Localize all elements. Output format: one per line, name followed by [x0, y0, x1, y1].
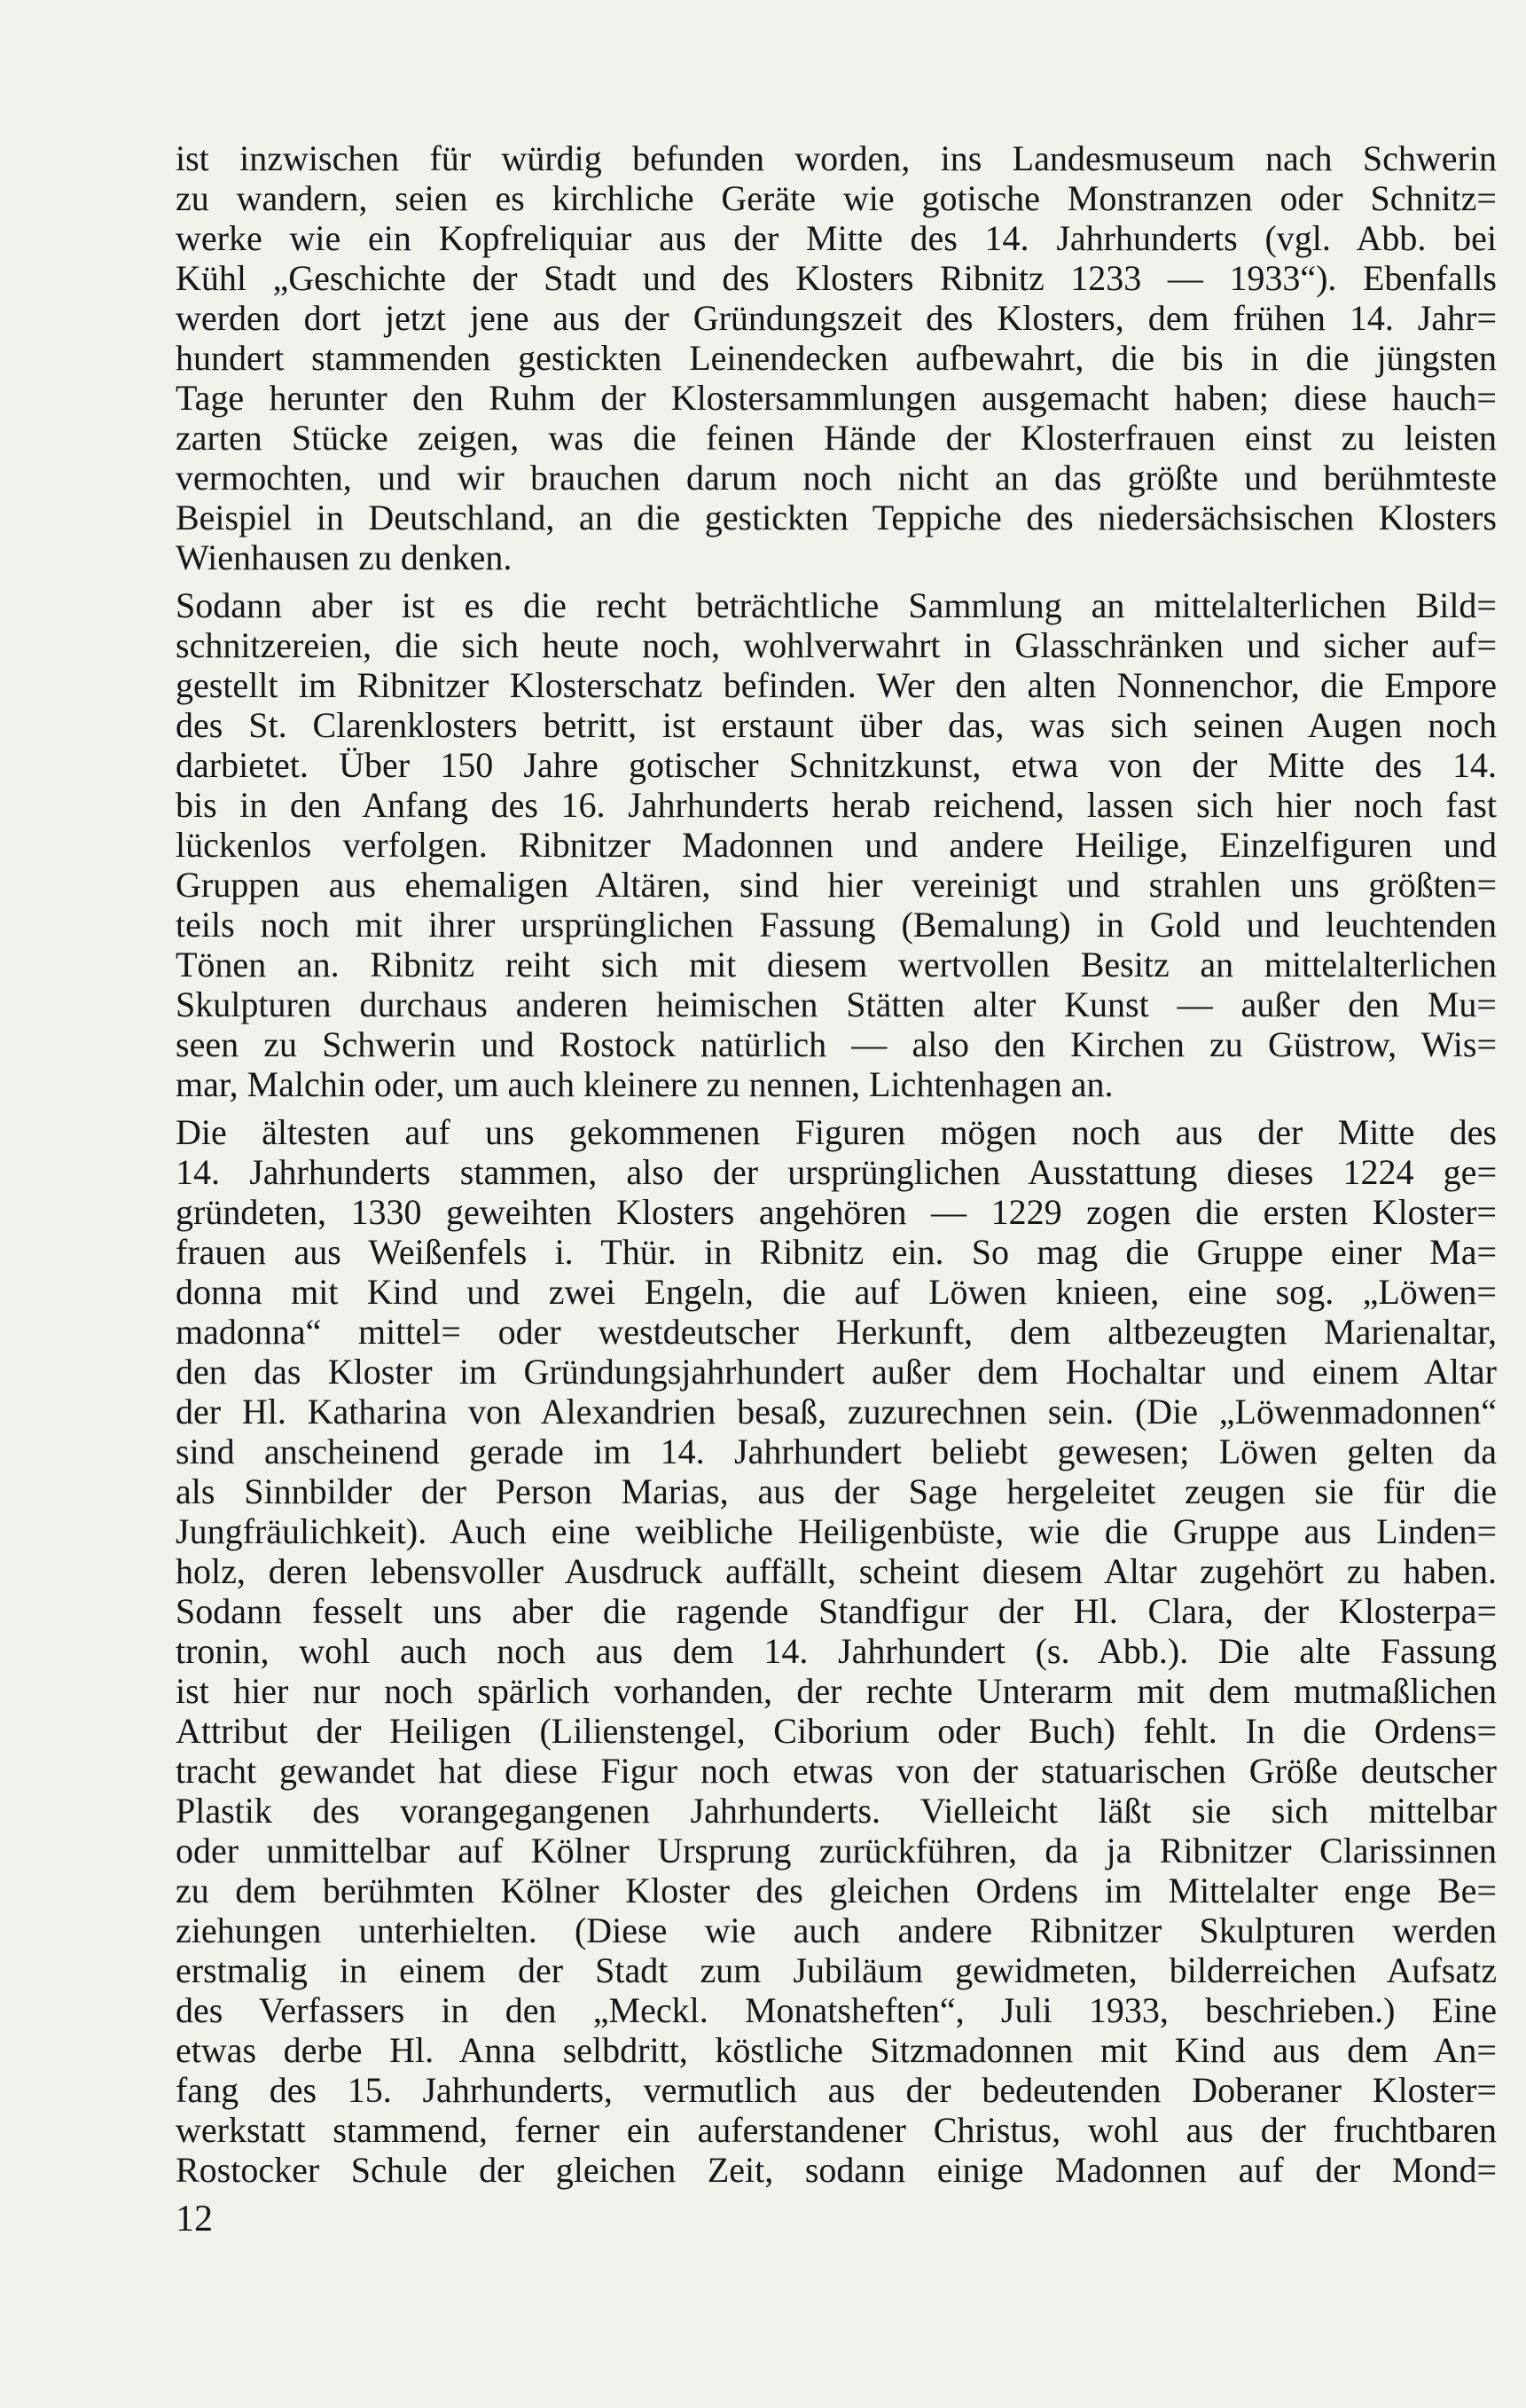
text-line: seen zu Schwerin und Rostock natürlich — also den Kirchen zu Güstrow, Wis= — [176, 1024, 1497, 1064]
text-line: oder unmittelbar auf Kölner Ursprung zurückführen, da ja Ribnitzer Clarissinnen — [176, 1831, 1497, 1871]
text-line: schnitzereien, die sich heute noch, wohlverwahrt in Glasschränken und sicher auf= — [176, 625, 1497, 665]
text-line: ziehungen unterhielten. (Diese wie auch andere Ribnitzer Skulpturen werden — [176, 1910, 1497, 1950]
text-line: Sodann aber ist es die recht beträchtliche Sammlung an mittelalterlichen Bild= — [176, 585, 1497, 625]
text-line: den das Kloster im Gründungsjahrhundert außer dem Hochaltar und einem Altar — [176, 1352, 1497, 1392]
text-line: teils noch mit ihrer ursprünglichen Fassung (Bemalung) in Gold und leuchtenden — [176, 905, 1497, 945]
text-line: ist inzwischen für würdig befunden worden, ins Landesmuseum nach Schwerin — [176, 138, 1497, 178]
text-line: gründeten, 1330 geweihten Klosters angehören — 1229 zogen die ersten Kloster= — [176, 1192, 1497, 1232]
text-line: mar, Malchin oder, um auch kleinere zu nennen, Lichtenhagen an. — [176, 1064, 1114, 1104]
paragraph-3 — [176, 1112, 1497, 2190]
text-line: der Hl. Katharina von Alexandrien besaß, zuzurechnen sein. (Die „Löwenmadonnen“ — [176, 1392, 1497, 1431]
text-line: Tönen an. Ribnitz reiht sich mit diesem wertvollen Besitz an mittelalterlichen — [176, 945, 1497, 984]
text-line: Rostocker Schule der gleichen Zeit, sodann einige Madonnen auf der Mond= — [176, 2150, 1497, 2190]
text-line: werkstatt stammend, ferner ein auferstandener Christus, wohl aus der fruchtbaren — [176, 2110, 1497, 2150]
text-line: madonna“ mittel= oder westdeutscher Herkunft, dem altbezeugten Marienaltar, — [176, 1312, 1497, 1352]
text-line: lückenlos verfolgen. Ribnitzer Madonnen und andere Heilige, Einzelfiguren und — [176, 825, 1497, 865]
text-line: ist hier nur noch spärlich vorhanden, der rechte Unterarm mit dem mutmaßlichen — [176, 1671, 1497, 1711]
paragraph-1 — [176, 138, 1497, 577]
page-number: 12 — [176, 2199, 213, 2239]
text-line: gestellt im Ribnitzer Klosterschatz befinden. Wer den alten Nonnenchor, die Empore — [176, 665, 1497, 705]
text-line: zu dem berühmten Kölner Kloster des gleichen Ordens im Mittelalter enge Be= — [176, 1871, 1497, 1910]
text-line: des Verfassers in den „Meckl. Monatsheften“, Juli 1933, beschrieben.) Eine — [176, 1990, 1497, 2030]
text-line: tronin, wohl auch noch aus dem 14. Jahrhundert (s. Abb.). Die alte Fassung — [176, 1631, 1497, 1671]
text-line: 14. Jahrhunderts stammen, also der ursprünglichen Ausstattung dieses 1224 ge= — [176, 1152, 1497, 1192]
text-line: werke wie ein Kopfreliquiar aus der Mitte des 14. Jahrhunderts (vgl. Abb. bei — [176, 218, 1497, 258]
text-line: tracht gewandet hat diese Figur noch etwas von der statuarischen Größe deutscher — [176, 1751, 1497, 1791]
text-line: Jungfräulichkeit). Auch eine weibliche Heiligenbüste, wie die Gruppe aus Linden= — [176, 1511, 1497, 1551]
text-line: Sodann fesselt uns aber die ragende Standfigur der Hl. Clara, der Klosterpa= — [176, 1591, 1497, 1631]
text-line: darbietet. Über 150 Jahre gotischer Schnitzkunst, etwa von der Mitte des 14. — [176, 745, 1497, 785]
text-line: Skulpturen durchaus anderen heimischen Stätten alter Kunst — außer den Mu= — [176, 984, 1497, 1024]
text-line: frauen aus Weißenfels i. Thür. in Ribnitz ein. So mag die Gruppe einer Ma= — [176, 1232, 1497, 1272]
text-line: des St. Clarenklosters betritt, ist erstaunt über das, was sich seinen Augen noch — [176, 705, 1497, 745]
text-line: hundert stammenden gestickten Leinendecken aufbewahrt, die bis in die jüngsten — [176, 338, 1497, 378]
text-line: werden dort jetzt jene aus der Gründungszeit des Klosters, dem frühen 14. Jahr= — [176, 298, 1497, 338]
text-line: Die ältesten auf uns gekommenen Figuren mögen noch aus der Mitte des — [176, 1112, 1497, 1152]
text-line: Plastik des vorangegangenen Jahrhunderts. Vielleicht läßt sie sich mittelbar — [176, 1791, 1497, 1831]
text-line: zu wandern, seien es kirchliche Geräte wie gotische Monstranzen oder Schnitz= — [176, 178, 1497, 218]
text-line: etwas derbe Hl. Anna selbdritt, köstliche Sitzmadonnen mit Kind aus dem An= — [176, 2030, 1497, 2070]
text-line: Attribut der Heiligen (Lilienstengel, Ciborium oder Buch) fehlt. In die Ordens= — [176, 1711, 1497, 1751]
text-line: holz, deren lebensvoller Ausdruck auffällt, scheint diesem Altar zugehört zu haben. — [176, 1551, 1497, 1591]
text-line: Beispiel in Deutschland, an die gestickten Teppiche des niedersächsischen Klosters — [176, 498, 1497, 537]
body-text — [176, 138, 1497, 2190]
text-line: fang des 15. Jahrhunderts, vermutlich aus der bedeutenden Doberaner Kloster= — [176, 2070, 1497, 2110]
text-line: vermochten, und wir brauchen darum noch nicht an das größte und berühmteste — [176, 458, 1497, 498]
text-line: Kühl „Geschichte der Stadt und des Klosters Ribnitz 1233 — 1933“). Ebenfalls — [176, 258, 1497, 298]
text-line: Wienhausen zu denken. — [176, 537, 513, 577]
text-line: bis in den Anfang des 16. Jahrhunderts herab reichend, lassen sich hier noch fast — [176, 785, 1497, 825]
text-line: Tage herunter den Ruhm der Klostersammlungen ausgemacht haben; diese hauch= — [176, 378, 1497, 418]
text-line: als Sinnbilder der Person Marias, aus der Sage hergeleitet zeugen sie für die — [176, 1471, 1497, 1511]
text-line: Gruppen aus ehemaligen Altären, sind hier vereinigt und strahlen uns größten= — [176, 865, 1497, 905]
paragraph-2 — [176, 585, 1497, 1104]
text-line: donna mit Kind und zwei Engeln, die auf Löwen knieen, eine sog. „Löwen= — [176, 1272, 1497, 1312]
text-line: erstmalig in einem der Stadt zum Jubiläum gewidmeten, bilderreichen Aufsatz — [176, 1950, 1497, 1990]
text-line: sind anscheinend gerade im 14. Jahrhundert beliebt gewesen; Löwen gelten da — [176, 1431, 1497, 1471]
text-line: zarten Stücke zeigen, was die feinen Hände der Klosterfrauen einst zu leisten — [176, 418, 1497, 458]
